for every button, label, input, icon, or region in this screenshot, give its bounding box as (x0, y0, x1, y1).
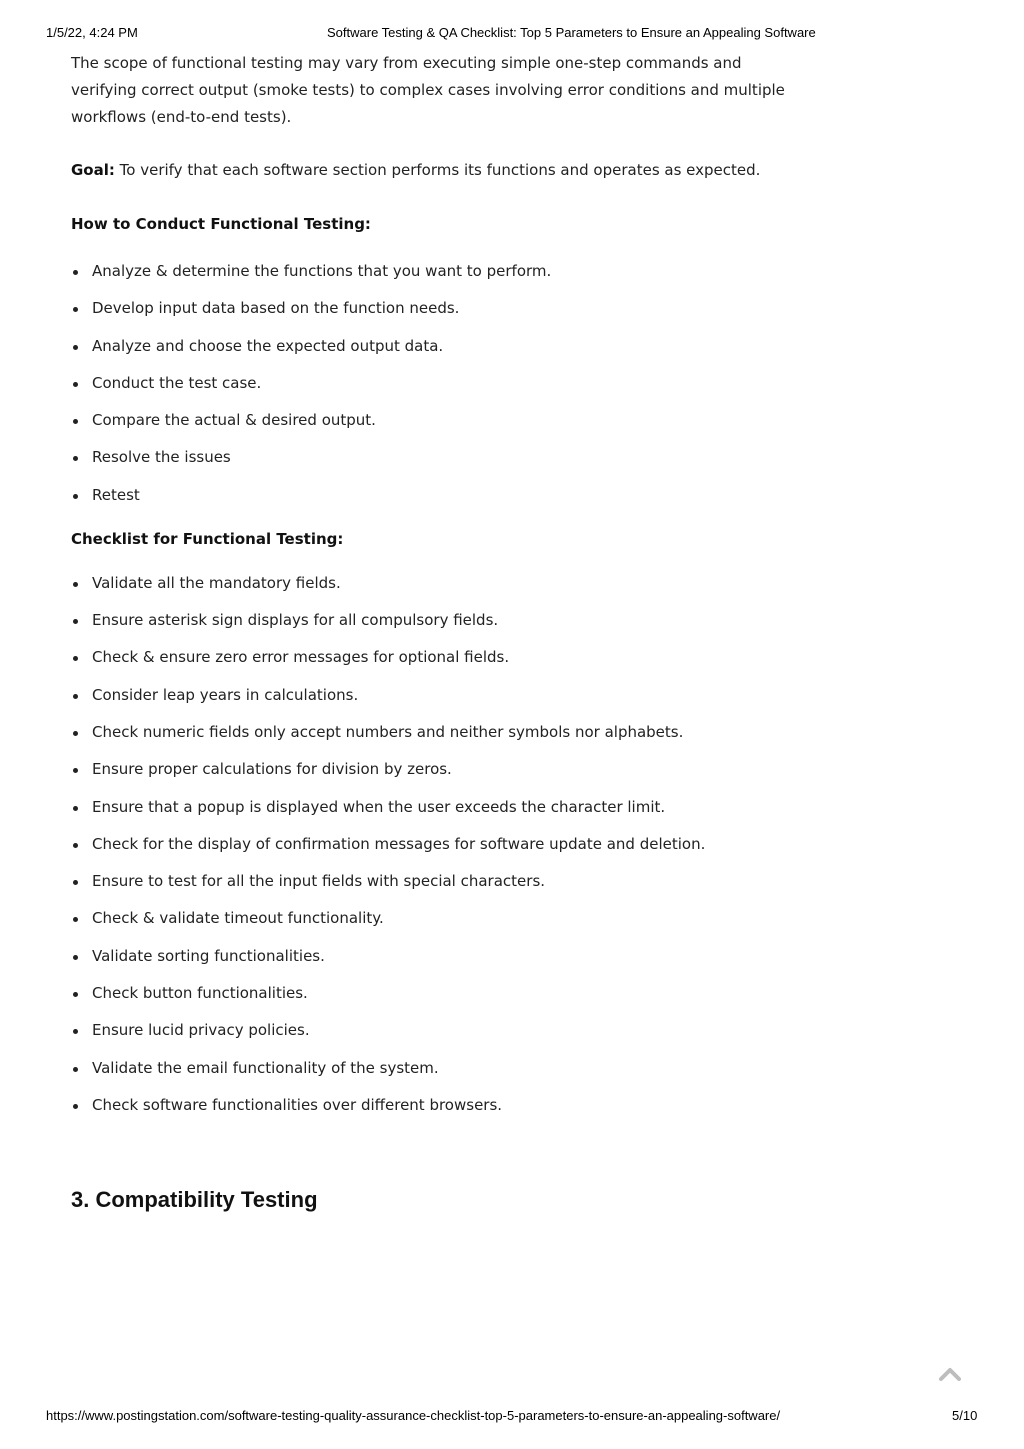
list-item: Check & validate timeout functionality. (71, 905, 791, 932)
list-item: Validate all the mandatory fields. (71, 570, 791, 597)
goal-label: Goal: (71, 161, 115, 179)
list-item: Retest (71, 482, 791, 509)
list-item: Develop input data based on the function needs. (71, 295, 791, 322)
checklist-heading: Checklist for Functional Testing: (71, 529, 344, 548)
list-item: Ensure asterisk sign displays for all compulsory fields. (71, 607, 791, 634)
print-page-title: Software Testing & QA Checklist: Top 5 Parameters to Ensure an Appealing Software (327, 25, 816, 40)
goal-text: To verify that each software section performs its functions and operates as expected. (114, 161, 761, 179)
intro-paragraph: The scope of functional testing may vary from executing simple one-step commands and verifying correct output (smoke tests) to complex cases involving error conditions and multiple workflows (end-to-end tests). (71, 54, 785, 126)
article-content (71, 50, 791, 1215)
how-to-list (71, 258, 791, 509)
list-item: Check button functionalities. (71, 980, 791, 1007)
list-item: Validate the email functionality of the system. (71, 1055, 791, 1082)
list-item: Check for the display of confirmation messages for software update and deletion. (71, 831, 791, 858)
list-item: Ensure to test for all the input fields with special characters. (71, 868, 791, 895)
list-item: Conduct the test case. (71, 370, 791, 397)
list-item: Resolve the issues (71, 444, 791, 471)
list-item: Ensure that a popup is displayed when the user exceeds the character limit. (71, 794, 791, 821)
scroll-to-top-button[interactable] (937, 1364, 963, 1384)
list-item: Check & ensure zero error messages for optional fields. (71, 644, 791, 671)
checklist-list (71, 570, 791, 1119)
page-number: 5/10 (952, 1408, 978, 1423)
list-item: Analyze & determine the functions that you want to perform. (71, 258, 791, 285)
section-heading-compatibility-testing: 3. Compatibility Testing (71, 1186, 318, 1212)
list-item: Validate sorting functionalities. (71, 943, 791, 970)
how-to-heading: How to Conduct Functional Testing: (71, 215, 371, 233)
goal-paragraph (71, 157, 791, 184)
list-item: Compare the actual & desired output. (71, 407, 791, 434)
list-item: Check software functionalities over different browsers. (71, 1092, 791, 1119)
print-header (0, 25, 1024, 41)
print-url: https://www.postingstation.com/software-testing-quality-assurance-checklist-top-5-parameters-to-ensure-an-appealing-software/ (46, 1408, 781, 1423)
list-item: Analyze and choose the expected output data. (71, 333, 791, 360)
list-item: Ensure proper calculations for division by zeros. (71, 756, 791, 783)
list-item: Check numeric fields only accept numbers and neither symbols nor alphabets. (71, 719, 791, 746)
list-item: Ensure lucid privacy policies. (71, 1017, 791, 1044)
list-item: Consider leap years in calculations. (71, 682, 791, 709)
print-footer (0, 1408, 1024, 1424)
chevron-up-icon (937, 1364, 963, 1384)
print-date: 1/5/22, 4:24 PM (46, 25, 138, 40)
